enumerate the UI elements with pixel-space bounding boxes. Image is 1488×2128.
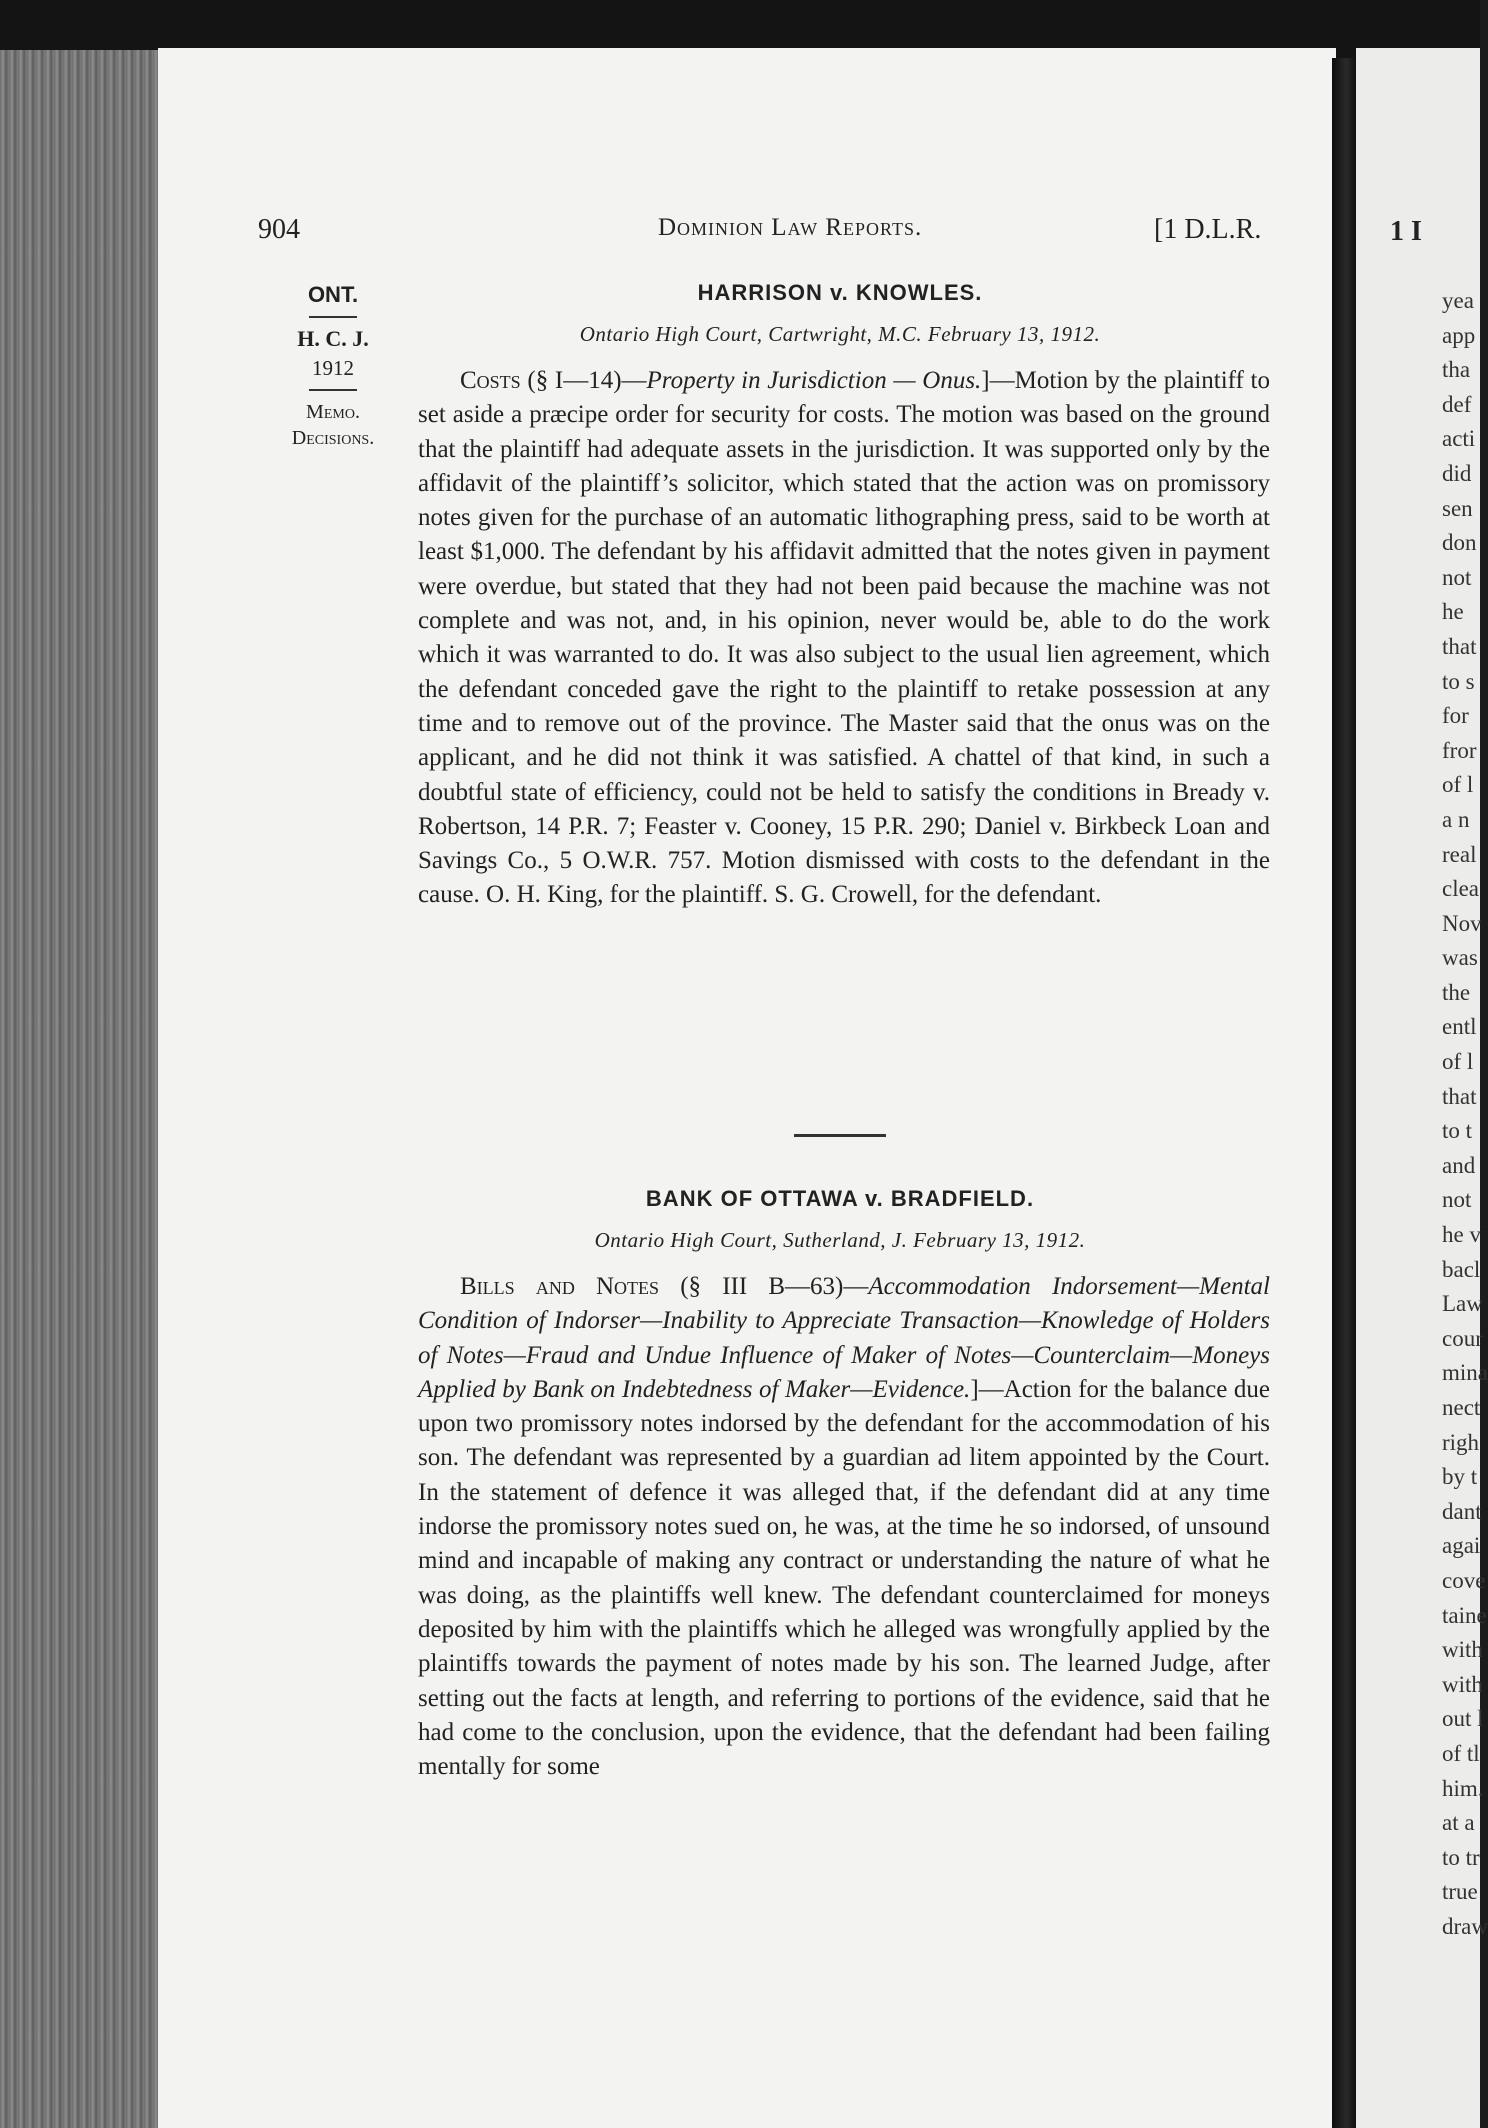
facing-line: righ — [1442, 1429, 1480, 1455]
facing-line: sen — [1442, 495, 1473, 521]
facing-line: draw — [1442, 1913, 1488, 1939]
province-label: ONT. — [307, 282, 359, 307]
memo-label: Memo. — [306, 401, 360, 423]
facing-line: he — [1442, 599, 1464, 625]
case-title-harrison: HARRISON v. KNOWLES. — [697, 280, 983, 305]
book-page-edges — [0, 50, 160, 2128]
facing-line: of l — [1442, 1049, 1474, 1075]
book-gutter — [1332, 58, 1356, 2128]
facing-page — [1356, 48, 1488, 2128]
facing-page-text — [1442, 284, 1488, 1945]
headnote-topic: Accommodation Indorsement—Mental Condition of Indorser—Inability to Appreciate Transaction—Knowledge of Holders of Notes—Fraud and Undue Influence of Maker of Notes—Counterclaim—Moneys Applied by Bank on Indebtedness of Maker—Evidence. — [418, 1273, 1270, 1403]
headnote-lead: Costs — [460, 367, 521, 394]
facing-line: did — [1442, 460, 1472, 486]
page-number: 904 — [258, 214, 300, 245]
facing-line: with — [1442, 1671, 1483, 1697]
decisions-label: Decisions. — [291, 427, 375, 449]
headnote-ref: (§ I—14)— — [527, 367, 647, 394]
facing-line: of l — [1442, 772, 1474, 798]
facing-line: real — [1442, 841, 1477, 867]
facing-line: at a — [1442, 1810, 1475, 1836]
section-divider — [794, 1134, 886, 1137]
headnote-ref: (§ III B—63)— — [680, 1273, 869, 1300]
facing-line: fror — [1442, 737, 1477, 763]
case-title-bradfield: BANK OF OTTAWA v. BRADFIELD. — [645, 1186, 1035, 1211]
case-body-harrison — [418, 364, 1270, 913]
facing-line: a n — [1442, 806, 1470, 832]
facing-line: not — [1442, 564, 1472, 590]
headnote-lead: Bills and Notes — [460, 1273, 660, 1300]
facing-page-header: 1 I — [1390, 216, 1422, 247]
facing-line: clea — [1442, 876, 1480, 902]
case-body-bradfield — [418, 1270, 1270, 1784]
facing-line: with — [1442, 1637, 1483, 1663]
margin-rule — [309, 389, 357, 391]
facing-line: the — [1442, 979, 1471, 1005]
volume-reference: [1 D.L.R. — [1154, 214, 1262, 245]
facing-line: def — [1442, 391, 1472, 417]
facing-line: of tl — [1442, 1740, 1480, 1766]
headnote-topic: Property in Jurisdiction — Onus. — [646, 367, 982, 394]
facing-line: cove — [1442, 1567, 1486, 1593]
facing-line: to t — [1442, 1118, 1473, 1144]
facing-line: was — [1442, 945, 1478, 971]
facing-line: him. — [1442, 1775, 1484, 1801]
facing-line: agai — [1442, 1533, 1481, 1559]
case-text: ]—Action for the balance due upon two promissory notes indorsed by the defendant for the accommodation of his son. The defendant was represented by a guardian ad litem appointed by the Court. In the statement of defence it was alleged that, if the defendant did at any time indorse the promissory notes sued on, he was, at the time he so indorsed, of unsound mind and incapable of making any contract or understanding the nature of what he was doing, as the plaintiffs well knew. The defendant counterclaimed for moneys deposited by him with the plaintiffs which he alleged was wrongfully applied by the plaintiffs towards the payment of notes made by his son. The learned Judge, after setting out the facts at length, and referring to portions of the evidence, said that he had come to the conclusion, upon the evidence, that the defendant had been failing mentally for some — [418, 1375, 1270, 1781]
facing-line: to s — [1442, 668, 1475, 694]
facing-line: and — [1442, 1152, 1476, 1178]
facing-line: true — [1442, 1879, 1478, 1905]
facing-line: out l — [1442, 1706, 1484, 1732]
facing-line: not — [1442, 1187, 1472, 1213]
facing-line: he v — [1442, 1222, 1481, 1248]
facing-line: yea — [1442, 288, 1474, 313]
facing-line: mina — [1442, 1360, 1488, 1386]
facing-line: app — [1442, 322, 1476, 348]
court-line-harrison: Ontario High Court, Cartwright, M.C. February 13, 1912. — [579, 322, 1101, 346]
facing-line: bacl — [1442, 1256, 1481, 1282]
facing-line: dant — [1442, 1498, 1482, 1524]
facing-line: by t — [1442, 1464, 1478, 1490]
facing-line: nect — [1442, 1395, 1481, 1420]
facing-line: for — [1442, 703, 1469, 729]
running-title: Dominion Law Reports. — [658, 214, 923, 241]
facing-line: Law — [1442, 1291, 1483, 1317]
court-line-bradfield: Ontario High Court, Sutherland, J. February 13, 1912. — [594, 1228, 1086, 1252]
facing-line: to tr — [1442, 1844, 1480, 1870]
margin-rule — [309, 316, 357, 318]
case-text: ]—Motion by the plaintiff to set aside a præcipe order for security for costs. The motion was based on the ground that the plaintiff had adequate assets in the jurisdiction. It was supported only by the affidavit of the plaintiff’s solicitor, which stated that the action was on promissory notes given for the purchase of an automatic lithographing press, said to be worth at least $1,000. The defendant by his affidavit admitted that the notes given in payment were overdue, but stated that they had not been paid because the machine was not complete and was not, and, in his opinion, never would be, able to do the work which it was warranted to do. It was also subject to the usual lien agreement, which the defendant conceded gave the right to the plaintiff to retake possession at any time and to remove out of the province. The Master said that the onus was on the applicant, and he did not think it was satisfied. A chattel of that kind, in such a doubtful state of efficiency, could not be held to satisfy the conditions in Bready v. Robertson, 14 P.R. 7; Feaster v. Cooney, 15 P.R. 290; Daniel v. Birkbeck Loan and Savings Co., 5 O.W.R. 757. Motion dismissed with costs to the defendant in the cause. O. H. King, for the plaintiff. S. G. Crowell, for the defendant. — [418, 367, 1270, 909]
facing-line: cour — [1442, 1325, 1483, 1351]
facing-line: entl — [1442, 1014, 1477, 1040]
facing-line: that — [1442, 633, 1477, 659]
facing-line: that — [1442, 1083, 1477, 1109]
margin-notes — [258, 282, 408, 451]
year-label: 1912 — [312, 356, 354, 380]
facing-line: tha — [1442, 357, 1471, 383]
facing-line: Nov — [1442, 910, 1482, 936]
facing-line: acti — [1442, 426, 1476, 452]
facing-line: don — [1442, 530, 1477, 556]
court-label: H. C. J. — [297, 326, 369, 351]
facing-line: taine — [1442, 1602, 1487, 1628]
